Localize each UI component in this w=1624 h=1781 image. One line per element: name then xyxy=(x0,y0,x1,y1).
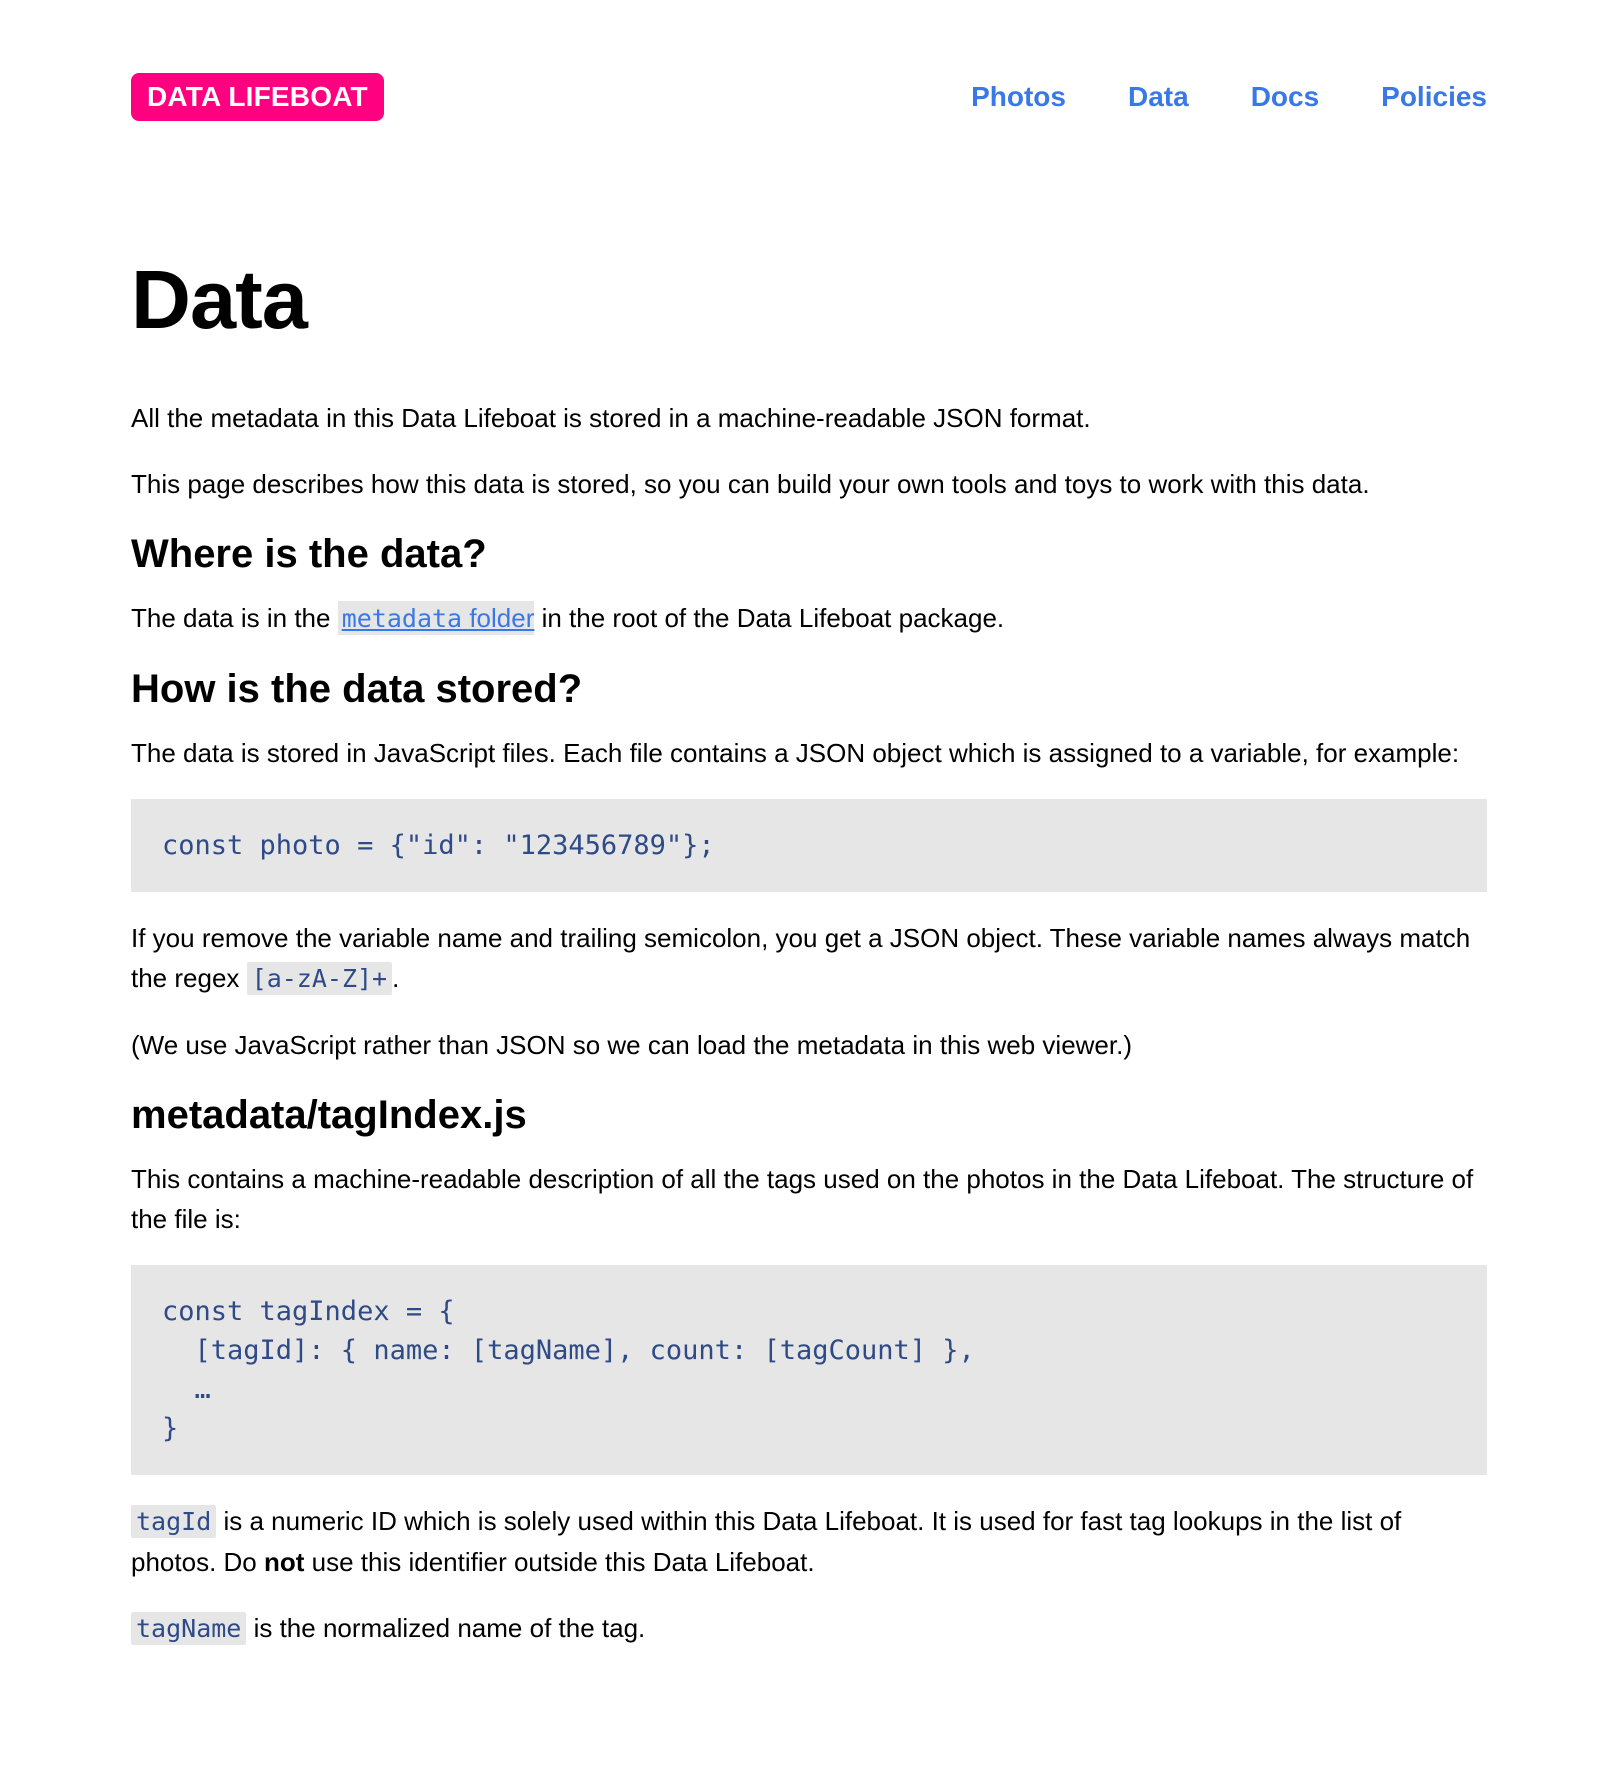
tag-name-paragraph xyxy=(131,1608,1487,1649)
how-paragraph-2 xyxy=(131,918,1487,999)
where-text-before: The data is in the xyxy=(131,602,338,633)
main-nav xyxy=(971,73,1487,121)
code-block-photo-example: const photo = {"id": "123456789"}; xyxy=(131,799,1487,892)
logo[interactable]: DATA LIFEBOAT xyxy=(131,73,384,121)
metadata-folder-link-code: metadata xyxy=(341,603,463,633)
heading-how-is-the-data-stored: How is the data stored? xyxy=(131,666,583,711)
tag-index-paragraph-1: This contains a machine-readable description of all the tags used on the photos in the Data Lifeboat. The structure of the file is: xyxy=(131,1163,1474,1234)
tag-name-inline-code: tagName xyxy=(131,1612,246,1645)
tag-id-paragraph xyxy=(131,1501,1487,1582)
tag-id-inline-code: tagId xyxy=(131,1505,216,1538)
nav-link-data[interactable]: Data xyxy=(1127,81,1189,112)
nav-link-photos[interactable]: Photos xyxy=(971,81,1066,112)
how-paragraph-1: The data is stored in JavaScript files. Each file contains a JSON object which is assigned to a variable, for example: xyxy=(131,737,1460,768)
how-p2-text-before: If you remove the variable name and trailing semicolon, you get a JSON object. These variable names always match the regex xyxy=(131,922,1471,993)
tag-id-text-1: is a numeric ID which is solely used within this Data Lifeboat. It is used for fast tag lookups in the list of photos. Do xyxy=(131,1505,1402,1577)
page-title: Data xyxy=(131,253,307,346)
code-block-tag-index: const tagIndex = { [tagId]: { name: [tagName], count: [tagCount] }, … } xyxy=(131,1265,1487,1475)
intro-paragraph-1: All the metadata in this Data Lifeboat is stored in a machine-readable JSON format. xyxy=(131,402,1091,433)
nav-link-policies[interactable]: Policies xyxy=(1381,81,1487,112)
heading-where-is-the-data: Where is the data? xyxy=(131,531,487,576)
heading-tag-index: metadata/tagIndex.js xyxy=(131,1092,527,1137)
site-header xyxy=(131,73,1487,121)
intro-paragraph-2: This page describes how this data is stored, so you can build your own tools and toys to work with this data. xyxy=(131,468,1370,499)
where-paragraph xyxy=(131,598,1487,639)
regex-inline-code: [a-zA-Z]+ xyxy=(247,962,392,995)
where-text-after: in the root of the Data Lifeboat package. xyxy=(534,602,1005,633)
how-p2-text-after: . xyxy=(392,962,400,993)
how-paragraph-3: (We use JavaScript rather than JSON so we can load the metadata in this web viewer.) xyxy=(131,1029,1132,1060)
metadata-folder-link-text: folder xyxy=(462,602,535,633)
tag-name-text: is the normalized name of the tag. xyxy=(246,1612,646,1643)
main-content xyxy=(131,250,1487,1675)
nav-link-docs[interactable]: Docs xyxy=(1250,81,1320,112)
tag-id-text-2: use this identifier outside this Data Lifeboat. xyxy=(304,1546,815,1577)
tag-id-bold-not: not xyxy=(263,1546,305,1577)
metadata-folder-link[interactable] xyxy=(338,601,535,635)
